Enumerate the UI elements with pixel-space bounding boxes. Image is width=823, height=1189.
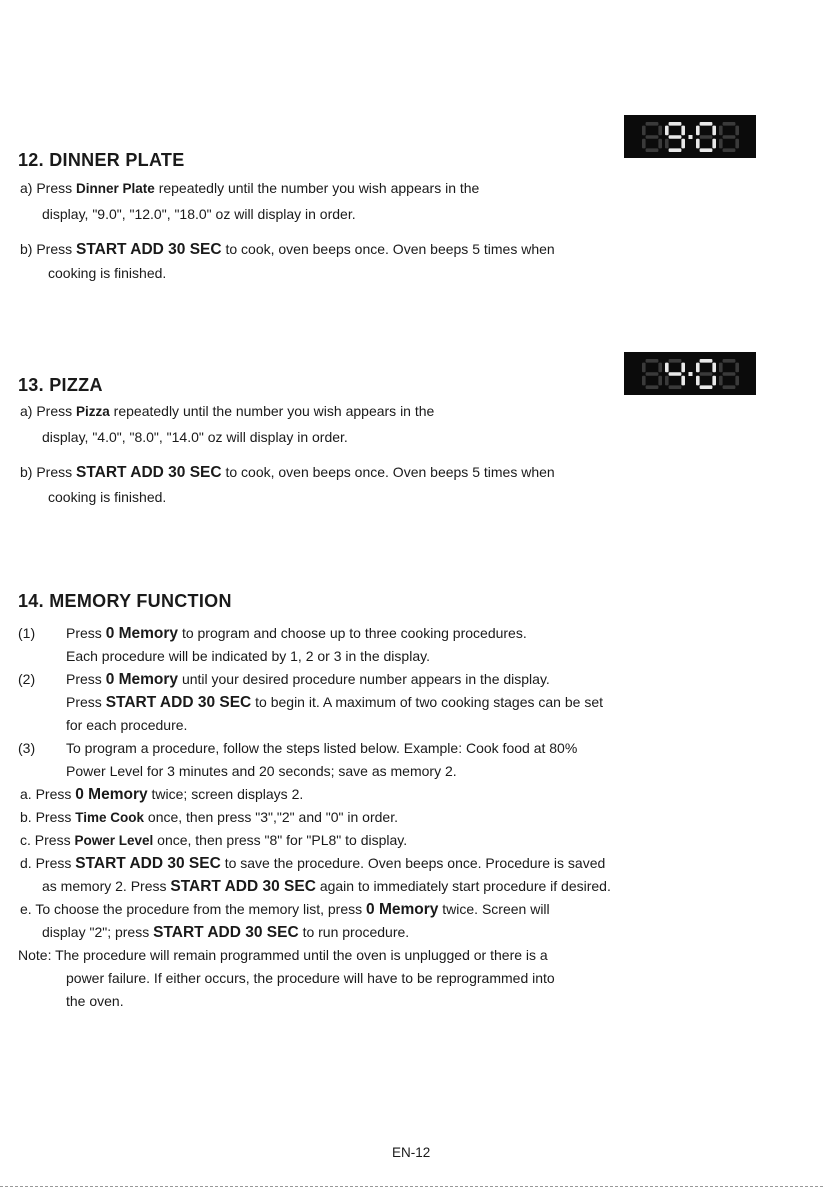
step-text: to program and choose up to three cooking procedures. — [181, 625, 527, 641]
section-number: 13. — [18, 375, 44, 395]
led-segment — [665, 125, 669, 135]
item-1 — [66, 625, 527, 643]
button-name: START ADD 30 SEC — [170, 878, 316, 895]
led-segment — [645, 135, 658, 139]
led-segment — [681, 125, 685, 135]
led-digit — [642, 359, 662, 389]
led-digit — [719, 359, 739, 389]
led-segment — [658, 125, 662, 135]
section-heading — [18, 150, 185, 171]
note-text: power failure. If either occurs, the procedure will have to be reprogrammed into — [66, 970, 555, 986]
step-text: for each procedure. — [66, 717, 188, 733]
item-number: (2) — [18, 671, 36, 687]
step-text: until your desired procedure number appears in the display. — [181, 671, 550, 687]
led-colon — [688, 359, 693, 389]
led-segment — [712, 362, 716, 372]
led-segment — [722, 122, 735, 126]
step-text: cooking is finished. — [48, 489, 167, 505]
step-text: repeatedly until the number you wish appears in the — [113, 403, 435, 419]
led-segment — [735, 125, 739, 135]
step-text: display, "4.0", "8.0", "14.0" oz will display in order. — [42, 429, 348, 445]
step-text: to begin it. A maximum of two cooking stages can be set — [255, 694, 603, 710]
led-segment — [712, 125, 716, 135]
led-segment — [696, 138, 700, 148]
led-segment — [645, 122, 658, 126]
step-b — [20, 809, 398, 825]
step-text: as memory 2. Press — [42, 878, 167, 894]
step-text: Each procedure will be indicated by 1, 2 or 3 in the display. — [66, 648, 430, 664]
led-segment — [699, 148, 712, 152]
button-name: 0 Memory — [75, 786, 148, 803]
button-name: START ADD 30 SEC — [76, 241, 222, 258]
step-text: d. Press — [20, 855, 72, 871]
item-2 — [66, 671, 550, 689]
led-segment — [665, 375, 669, 385]
led-segment — [665, 362, 669, 372]
step-b — [20, 464, 555, 482]
button-name: START ADD 30 SEC — [153, 924, 299, 941]
button-name: START ADD 30 SEC — [76, 464, 222, 481]
led-segment — [712, 375, 716, 385]
step-text: Power Level for 3 minutes and 20 seconds; save as memory 2. — [66, 763, 457, 779]
led-segment — [668, 372, 681, 376]
led-digit — [696, 122, 716, 152]
led-segment — [699, 372, 712, 376]
led-segment — [668, 359, 681, 363]
step-text: a. Press — [20, 786, 72, 802]
page-number: EN-12 — [392, 1145, 431, 1160]
led-segment — [681, 138, 685, 148]
led-segment — [642, 375, 646, 385]
led-segment — [668, 135, 681, 139]
led-segment — [645, 385, 658, 389]
button-name: Pizza — [76, 404, 110, 419]
led-segment — [735, 138, 739, 148]
led-segment — [642, 125, 646, 135]
led-digit — [696, 359, 716, 389]
led-digit — [642, 122, 662, 152]
button-name: 0 Memory — [105, 625, 179, 642]
note-text: the oven. — [66, 993, 124, 1009]
section-heading — [18, 375, 103, 396]
step-text: e. To choose the procedure from the memory list, press — [20, 901, 363, 917]
step-d — [20, 855, 605, 873]
led-segment — [668, 385, 681, 389]
led-segment — [645, 372, 658, 376]
led-segment — [735, 362, 739, 372]
step-text: b) Press — [20, 464, 73, 480]
section-number: 12. — [18, 150, 44, 170]
section-title: PIZZA — [49, 375, 103, 395]
step-text: b. Press — [20, 809, 72, 825]
button-name: Time Cook — [75, 810, 145, 825]
item-2-line-2 — [66, 694, 603, 712]
led-segment — [722, 385, 735, 389]
step-a — [20, 403, 434, 419]
button-name: START ADD 30 SEC — [75, 855, 221, 872]
led-segment — [658, 138, 662, 148]
step-text: repeatedly until the number you wish appears in the — [158, 180, 480, 196]
step-text: a) Press — [20, 180, 73, 196]
step-text: To program a procedure, follow the steps listed below. Example: Cook food at 80% — [66, 740, 578, 756]
button-name: Power Level — [74, 833, 154, 848]
led-digit — [665, 122, 685, 152]
step-text: once, then press "3","2" and "0" in order. — [147, 809, 398, 825]
led-segment — [642, 138, 646, 148]
led-display — [624, 115, 756, 158]
step-text: display, "9.0", "12.0", "18.0" oz will display in order. — [42, 206, 356, 222]
led-segment — [722, 359, 735, 363]
led-segment — [719, 375, 723, 385]
led-segment — [696, 362, 700, 372]
led-segment — [719, 362, 723, 372]
step-e — [20, 901, 550, 919]
led-segment — [645, 359, 658, 363]
led-segment — [668, 148, 681, 152]
page-bottom-rule — [0, 1186, 823, 1187]
led-segment — [696, 375, 700, 385]
button-name: START ADD 30 SEC — [105, 694, 252, 711]
step-text: display "2"; press — [42, 924, 150, 940]
section-title: MEMORY FUNCTION — [49, 591, 232, 611]
section-number: 14. — [18, 591, 44, 611]
step-c — [20, 832, 407, 848]
step-text: twice; screen displays 2. — [151, 786, 304, 802]
step-text: to cook, oven beeps once. Oven beeps 5 times when — [225, 464, 555, 480]
step-text: a) Press — [20, 403, 73, 419]
led-segment — [681, 362, 685, 372]
led-segment — [719, 138, 723, 148]
step-e-line-2 — [42, 924, 409, 942]
led-segment — [681, 375, 685, 385]
led-segment — [699, 122, 712, 126]
led-segment — [642, 362, 646, 372]
step-text: Press — [66, 694, 102, 710]
led-segment — [722, 148, 735, 152]
button-name: 0 Memory — [105, 671, 179, 688]
led-segment — [696, 125, 700, 135]
led-segment — [699, 359, 712, 363]
led-segment — [699, 385, 712, 389]
item-number: (1) — [18, 625, 36, 641]
led-segment — [668, 122, 681, 126]
note-text: Note: The procedure will remain programmed until the oven is unplugged or there is a — [18, 947, 548, 963]
led-segment — [665, 138, 669, 148]
step-a — [20, 786, 303, 804]
led-segment — [658, 362, 662, 372]
led-segment — [699, 135, 712, 139]
led-segment — [722, 135, 735, 139]
led-digit — [665, 359, 685, 389]
step-text: Press — [66, 625, 102, 641]
led-display — [624, 352, 756, 395]
step-text: to save the procedure. Oven beeps once. Procedure is saved — [224, 855, 606, 871]
step-a — [20, 180, 479, 196]
button-name: 0 Memory — [366, 901, 439, 918]
button-name: Dinner Plate — [76, 181, 155, 196]
led-segment — [719, 125, 723, 135]
step-text: twice. Screen will — [442, 901, 550, 917]
step-text: b) Press — [20, 241, 73, 257]
led-segment — [712, 138, 716, 148]
led-segment — [722, 372, 735, 376]
led-segment — [735, 375, 739, 385]
led-segment — [658, 375, 662, 385]
led-digit — [719, 122, 739, 152]
step-text: c. Press — [20, 832, 71, 848]
step-text: Press — [66, 671, 102, 687]
step-text: cooking is finished. — [48, 265, 167, 281]
section-heading — [18, 591, 232, 612]
led-segment — [645, 148, 658, 152]
step-text: to cook, oven beeps once. Oven beeps 5 times when — [225, 241, 555, 257]
step-text: once, then press "8" for "PL8" to display. — [157, 832, 408, 848]
step-b — [20, 241, 555, 259]
step-d-line-2 — [42, 878, 611, 896]
item-number: (3) — [18, 740, 36, 756]
section-title: DINNER PLATE — [49, 150, 185, 170]
led-colon — [688, 122, 693, 152]
step-text: to run procedure. — [302, 924, 410, 940]
step-text: again to immediately start procedure if desired. — [319, 878, 611, 894]
